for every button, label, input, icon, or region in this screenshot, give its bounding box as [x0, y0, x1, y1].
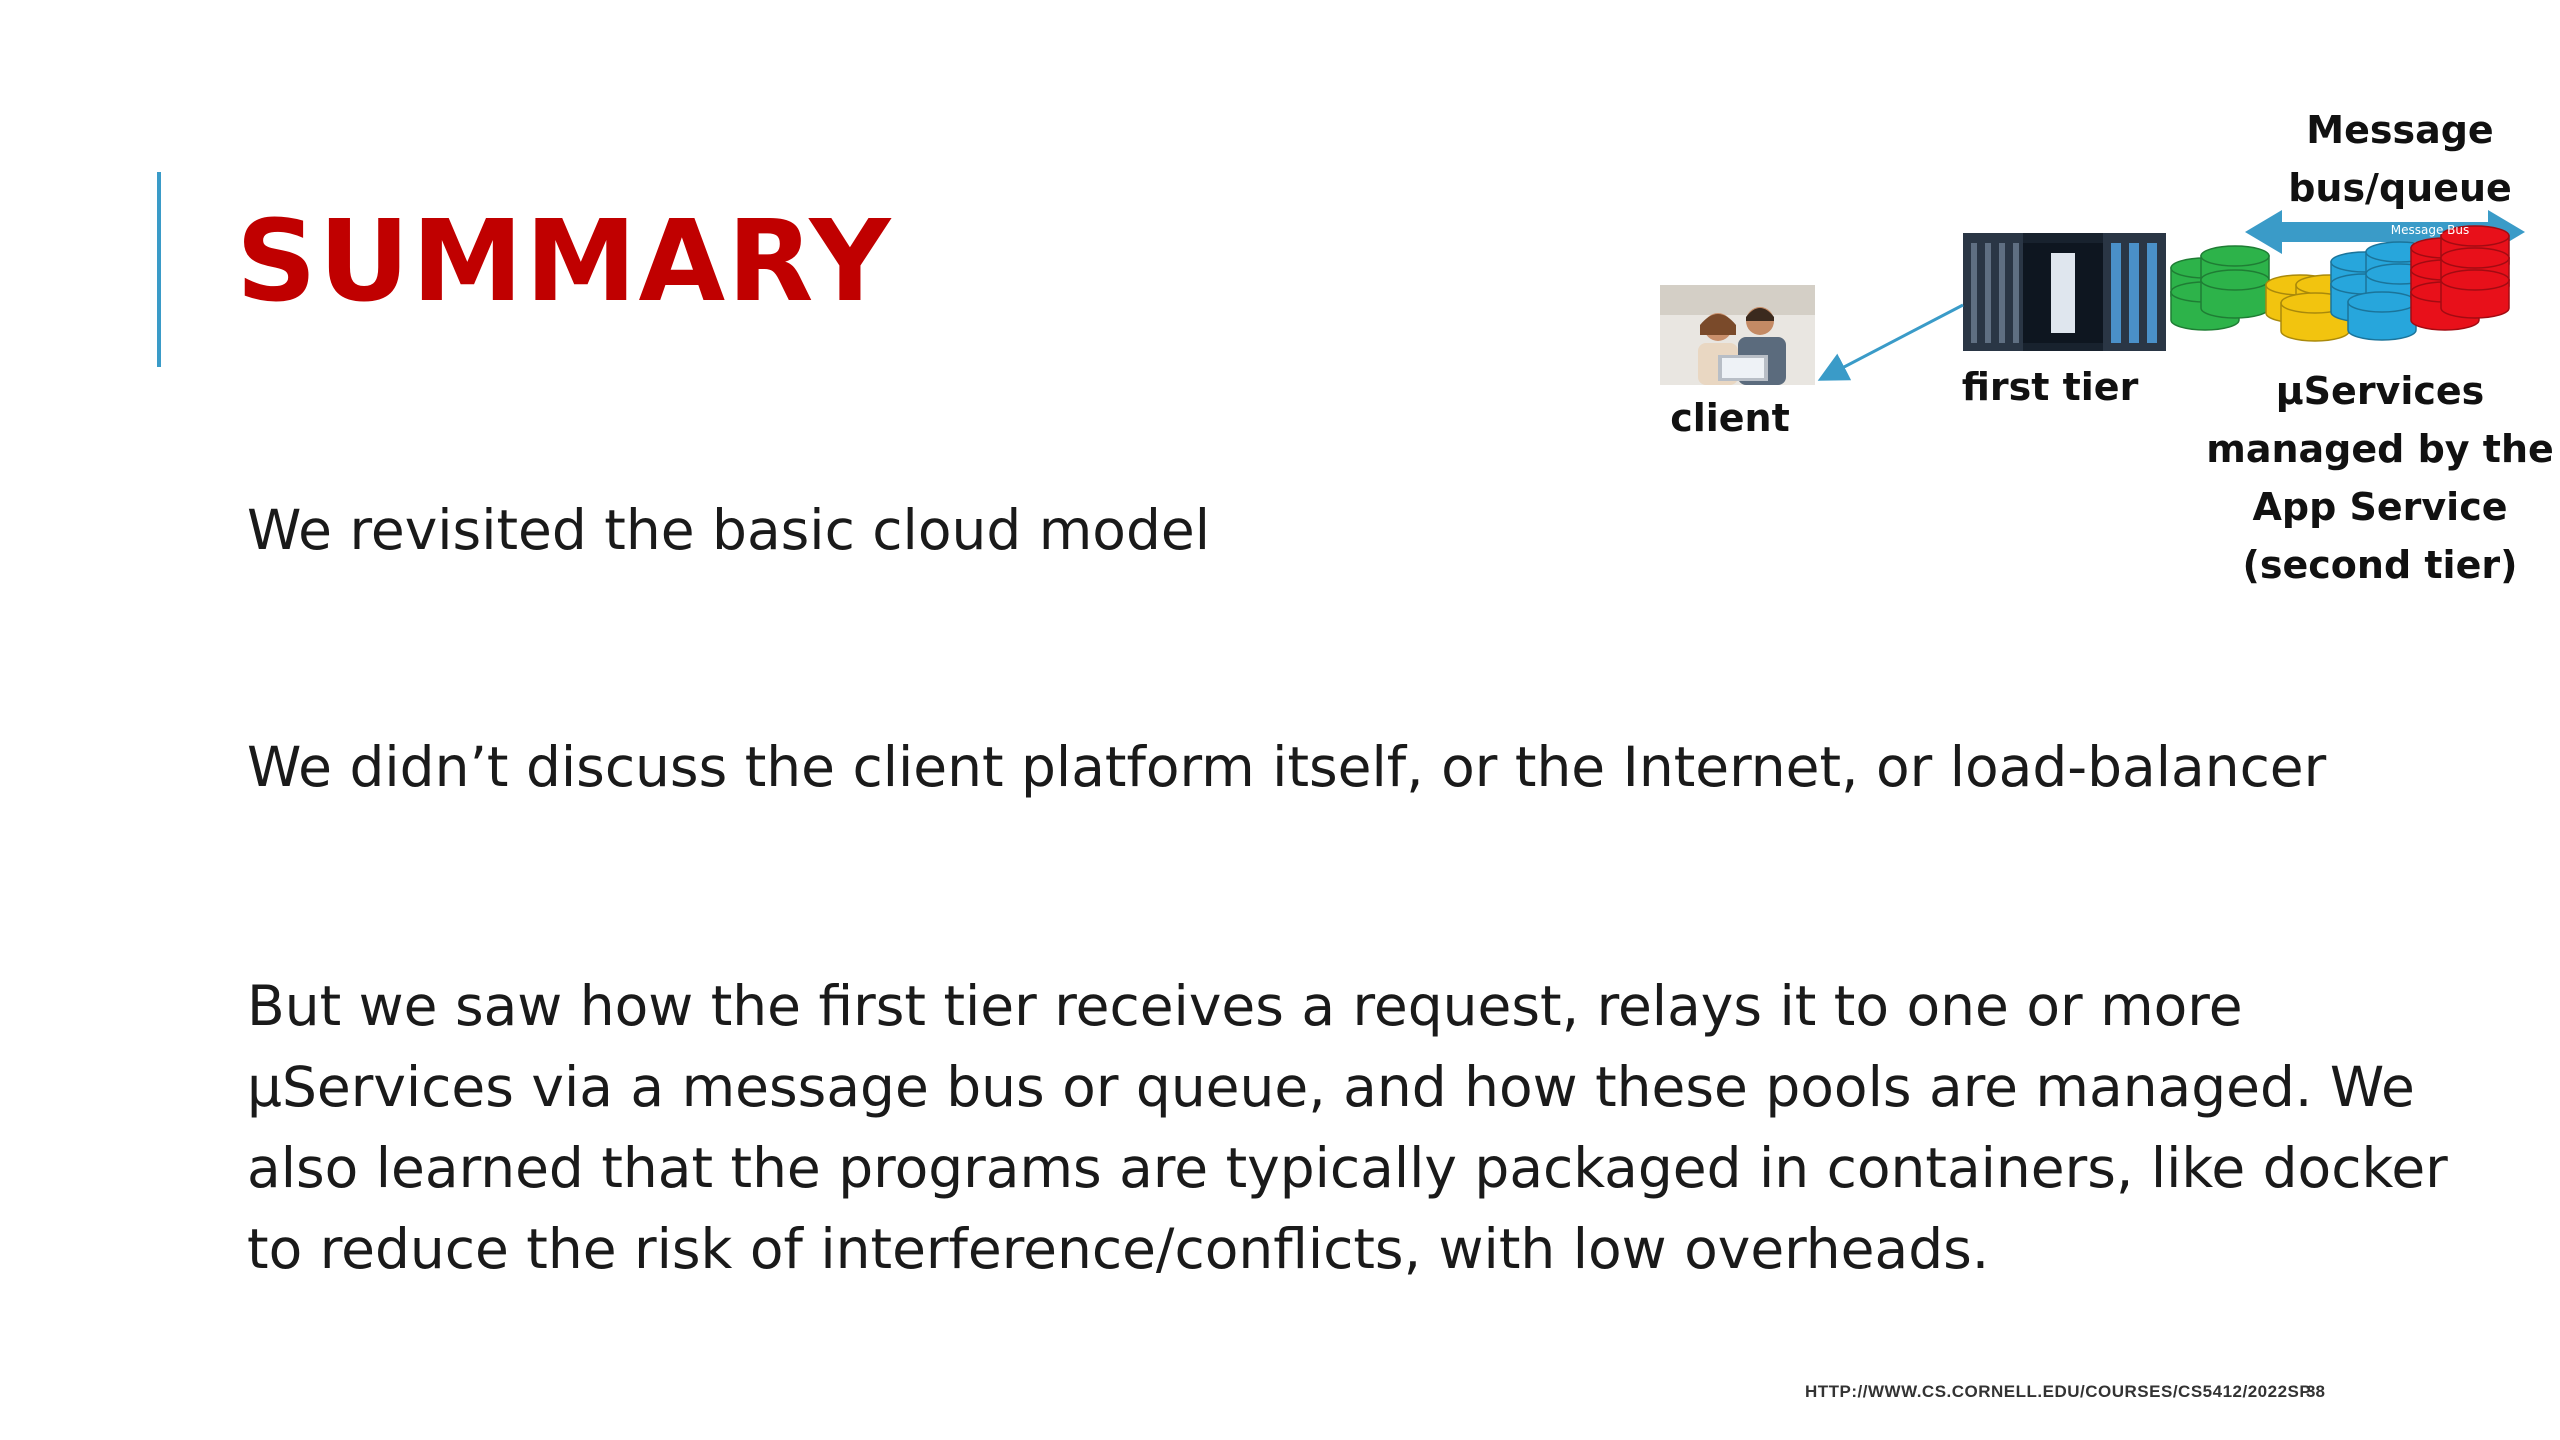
database-cylinder-icon	[2201, 270, 2269, 318]
paragraph-2: We didn’t discuss the client platform itself, or the Internet, or load-balancer	[247, 735, 2327, 799]
database-cylinder-icon	[2348, 292, 2416, 340]
slide-title: SUMMARY	[236, 197, 893, 327]
footer-url: HTTP://WWW.CS.CORNELL.EDU/COURSES/CS5412/2022SP	[1805, 1382, 2312, 1401]
microservices-label: µServices managed by the App Service (second tier)	[2206, 369, 2554, 587]
paragraph-3: But we saw how the first tier receives a request, relays it to one or more µServices via a message bus or queue, and how these pools are managed. We also learned that the programs are typically packaged in containers, like docker to reduce the risk of interference/conflicts, with low overheads.	[247, 974, 2448, 1281]
message-bus-label: Message bus/queue	[2288, 108, 2512, 210]
first-tier-label: first tier	[1961, 365, 2139, 409]
database-group-4	[2411, 226, 2509, 330]
message-bus-arrow-label: Message Bus	[2390, 223, 2470, 237]
client-label: client	[1670, 396, 1790, 440]
paragraph-1: We revisited the basic cloud model	[247, 498, 1210, 562]
page-number: 38	[2306, 1382, 2325, 1401]
database-cylinder-icon	[2441, 270, 2509, 318]
database-group-1	[2171, 246, 2269, 330]
